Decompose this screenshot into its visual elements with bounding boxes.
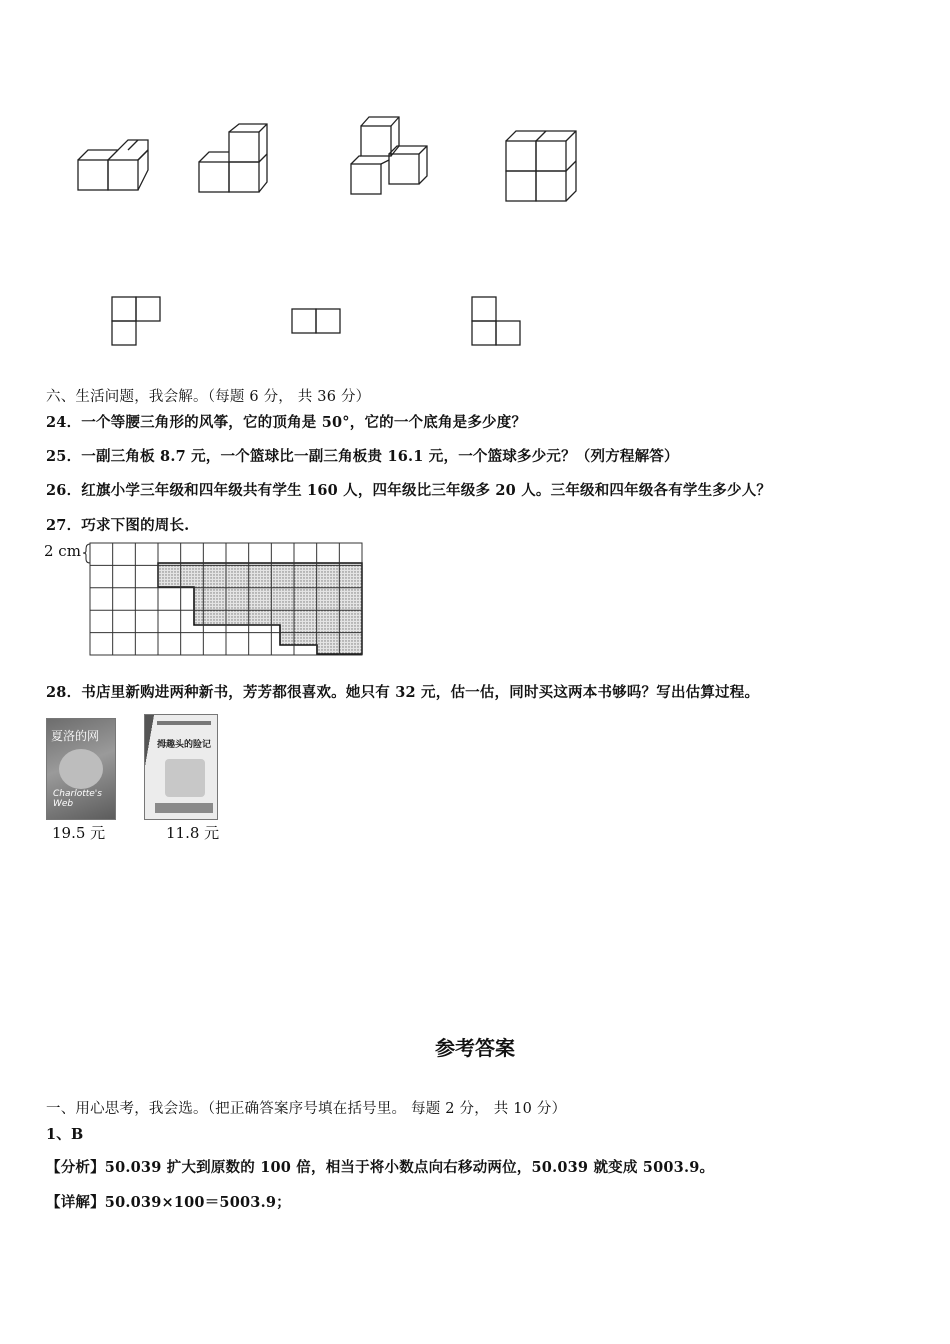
book-2-price: 11.8 元 — [166, 824, 220, 842]
question-25: 25．一副三角板 8.7 元，一个篮球比一副三角板贵 16.1 元，一个篮球多少元？（列方程解答） — [46, 448, 679, 465]
answer-1-analysis: 【分析】50.039 扩大到原数的 100 倍，相当于将小数点向右移动两位，50.039 就变成 5003.9。 — [46, 1159, 715, 1176]
question-28: 28．书店里新购进两种新书，芳芳都很喜欢。她只有 32 元，估一估，同时买这两本书够吗？写出估算过程。 — [46, 684, 760, 701]
book-1-price: 19.5 元 — [52, 824, 106, 842]
view-shape-1 — [111, 296, 163, 348]
scale-label: 2 cm — [44, 542, 81, 560]
question-26: 26．红旗小学三年级和四年级共有学生 160 人，四年级比三年级多 20 人。三年级和四年级各有学生多少人？ — [46, 482, 772, 499]
answer-1-detail: 【详解】50.039×100＝5003.9； — [46, 1194, 291, 1211]
answer-1: 1、B — [46, 1126, 84, 1143]
view-shape-3 — [471, 296, 523, 348]
cube-figure-3 — [349, 114, 435, 198]
book-2-illustration — [165, 759, 205, 797]
book-2-header-bar — [157, 721, 211, 725]
book-cover-charlottes-web — [46, 718, 116, 820]
book-1-subtitle: Charlotte's Web — [53, 789, 102, 809]
answers-section-1-heading: 一、用心思考，我会选。（把正确答案序号填在括号里。 每题 2 分， 共 10 分） — [46, 1101, 567, 1117]
book-1-illustration — [59, 749, 103, 789]
answers-title: 参考答案 — [435, 1036, 515, 1060]
cube-figure-2 — [197, 122, 273, 196]
perimeter-grid-figure — [84, 541, 368, 661]
question-27: 27．巧求下图的周长. — [46, 517, 190, 534]
book-1-title: 夏洛的网 — [51, 729, 100, 743]
section-6-heading: 六、生活问题，我会解。（每题 6 分， 共 36 分） — [46, 389, 371, 405]
book-2-footer-band — [155, 803, 213, 813]
cube-figure-1 — [76, 138, 152, 194]
view-shape-2 — [291, 308, 343, 336]
book-cover-2 — [144, 714, 218, 820]
question-24: 24．一个等腰三角形的风筝，它的顶角是 50°，它的一个底角是多少度？ — [46, 414, 527, 431]
cube-figure-4 — [504, 129, 580, 205]
book-2-title: 拇趣头的险记 — [157, 740, 212, 750]
